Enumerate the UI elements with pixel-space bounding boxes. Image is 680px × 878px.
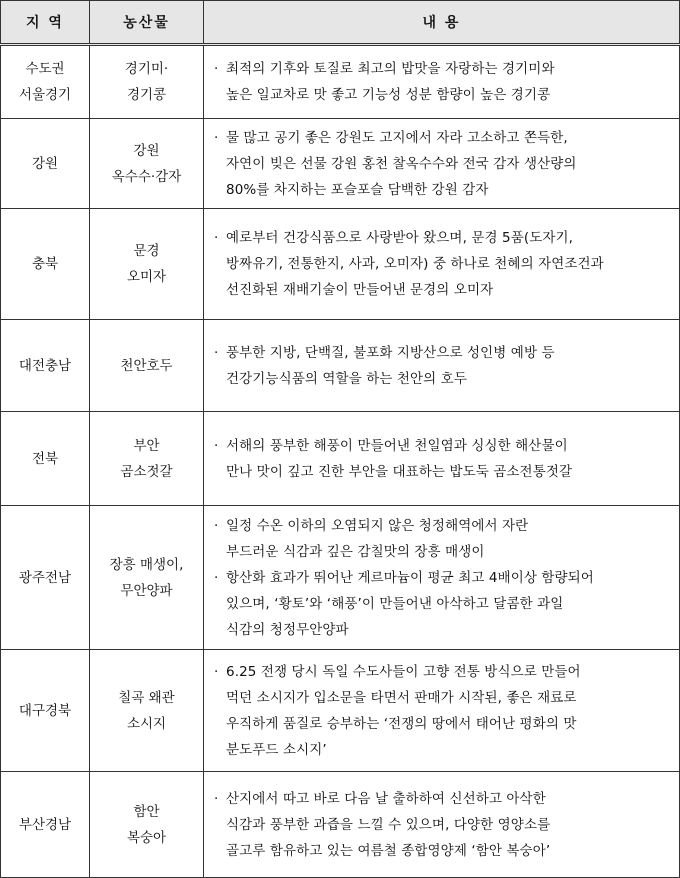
header-content: 내 용 bbox=[204, 1, 680, 45]
content-cell bbox=[204, 320, 680, 412]
region-cell bbox=[1, 506, 90, 650]
region-name: 광주전남 bbox=[18, 569, 72, 586]
content-bullet bbox=[214, 565, 673, 643]
region-name: 대구경북 bbox=[18, 702, 72, 719]
product-cell bbox=[90, 209, 204, 320]
bullet-dot-icon: · bbox=[214, 61, 219, 77]
table-header-row bbox=[1, 1, 680, 45]
product-name: 부안 곰소젓갈 bbox=[120, 437, 173, 480]
bullet-text: 풍부한 지방, 단백질, 불포화 지방산으로 성인병 예방 등 건강기능식품의 역할을 하는 천안의 호두 bbox=[226, 344, 555, 387]
product-cell bbox=[90, 772, 204, 878]
region-cell bbox=[1, 45, 90, 119]
region-cell bbox=[1, 772, 90, 878]
bullet-text: 물 많고 공기 좋은 강원도 고지에서 자라 고소하고 쫀득한, 자연이 빚은 선물 강원 홍천 찰옥수수와 전국 감자 생산량의 80%를 차지하는 포슬포슬 담백한 강원 감자 bbox=[226, 129, 577, 198]
product-name: 장흥 매생이, 무안양파 bbox=[109, 556, 184, 599]
content-cell bbox=[204, 119, 680, 209]
content-bullet bbox=[214, 513, 673, 565]
table-row bbox=[1, 45, 680, 119]
bullet-text: 산지에서 따고 바로 다음 날 출하하여 신선하고 아삭한 식감과 풍부한 과즙을 느낄 수 있으며, 다양한 영양소를 골고루 함유하고 있는 여름철 종합영양제 ‘함안 복숭아’ bbox=[226, 790, 551, 859]
content-cell bbox=[204, 506, 680, 650]
table-row bbox=[1, 506, 680, 650]
content-bullet bbox=[214, 786, 673, 864]
bullet-dot-icon: · bbox=[214, 129, 219, 146]
region-name: 충북 bbox=[31, 256, 59, 272]
product-cell bbox=[90, 506, 204, 650]
region-name: 전북 bbox=[31, 450, 59, 467]
region-name: 부산경남 bbox=[18, 816, 72, 833]
product-name: 천안호두 bbox=[120, 357, 173, 374]
bullet-text: 최적의 기후와 토질로 최고의 밥맛을 자랑하는 경기미와 높은 일교차로 맛 좋고 기능성 성분 함량이 높은 경기콩 bbox=[226, 61, 555, 103]
bullet-text: 예로부터 건강식품으로 사랑받아 왔으며, 문경 5품(도자기, 방짜유기, 전통한지, 사과, 오미자) 중 하나로 천혜의 자연조건과 선진화된 재배기술이 만들어낸 문경의 오미자 bbox=[226, 230, 604, 298]
product-cell bbox=[90, 650, 204, 772]
content-cell bbox=[204, 209, 680, 320]
bullet-dot-icon: · bbox=[214, 344, 219, 361]
region-cell bbox=[1, 209, 90, 320]
product-cell bbox=[90, 320, 204, 412]
bullet-dot-icon: · bbox=[214, 790, 219, 807]
header-region: 지 역 bbox=[1, 1, 90, 45]
product-cell bbox=[90, 45, 204, 119]
region-cell bbox=[1, 412, 90, 506]
bullet-dot-icon: · bbox=[214, 517, 219, 534]
bullet-text: 6.25 전쟁 당시 독일 수도사들이 고향 전통 방식으로 만들어 먹던 소시지가 입소문을 타면서 판매가 시작된, 좋은 재료로 우직하게 품질로 승부하는 ‘전쟁의 땅에서 태어난 평화의 맛 분도푸드 소시지’ bbox=[226, 663, 581, 758]
product-name: 함안 복숭아 bbox=[126, 803, 167, 846]
bullet-dot-icon: · bbox=[214, 230, 219, 246]
product-cell bbox=[90, 119, 204, 209]
region-cell bbox=[1, 320, 90, 412]
header-product: 농산물 bbox=[90, 1, 204, 45]
content-cell bbox=[204, 45, 680, 119]
content-bullet bbox=[214, 56, 673, 108]
region-name: 대전충남 bbox=[18, 357, 72, 374]
bullet-dot-icon: · bbox=[214, 437, 219, 454]
product-cell bbox=[90, 412, 204, 506]
region-name: 수도권 서울경기 bbox=[18, 61, 72, 103]
table-row bbox=[1, 320, 680, 412]
content-bullet bbox=[214, 659, 673, 763]
table-row bbox=[1, 412, 680, 506]
content-bullet bbox=[214, 340, 673, 392]
bullet-text: 서해의 풍부한 해풍이 만들어낸 천일염과 싱싱한 해산물이 만나 맛이 깊고 진한 부안을 대표하는 밥도둑 곰소전통젓갈 bbox=[226, 437, 573, 480]
content-cell bbox=[204, 412, 680, 506]
content-cell bbox=[204, 772, 680, 878]
region-cell bbox=[1, 650, 90, 772]
table-row bbox=[1, 119, 680, 209]
product-name: 경기미· 경기콩 bbox=[124, 61, 169, 103]
product-name: 칠곡 왜관 소시지 bbox=[118, 689, 175, 732]
content-bullet bbox=[214, 433, 673, 485]
table-row bbox=[1, 650, 680, 772]
product-name: 문경 오미자 bbox=[126, 243, 167, 285]
bullet-dot-icon: · bbox=[214, 663, 219, 680]
region-cell bbox=[1, 119, 90, 209]
table-row bbox=[1, 772, 680, 878]
bullet-dot-icon: · bbox=[214, 569, 219, 586]
product-name: 강원 옥수수·감자 bbox=[111, 142, 182, 185]
bullet-text: 항산화 효과가 뛰어난 게르마늄이 평균 최고 4배이상 함량되어 있으며, ‘황토’와 ‘해풍’이 만들어낸 아삭하고 달콤한 과일 식감의 청정무안양파 bbox=[226, 569, 594, 638]
content-bullet bbox=[214, 125, 673, 203]
content-bullet bbox=[214, 225, 673, 303]
bullet-text: 일정 수온 이하의 오염되지 않은 청정해역에서 자란 부드러운 식감과 깊은 감칠맛의 장흥 매생이 bbox=[226, 517, 529, 560]
region-name: 강원 bbox=[31, 155, 59, 172]
content-cell bbox=[204, 650, 680, 772]
table-row bbox=[1, 209, 680, 320]
